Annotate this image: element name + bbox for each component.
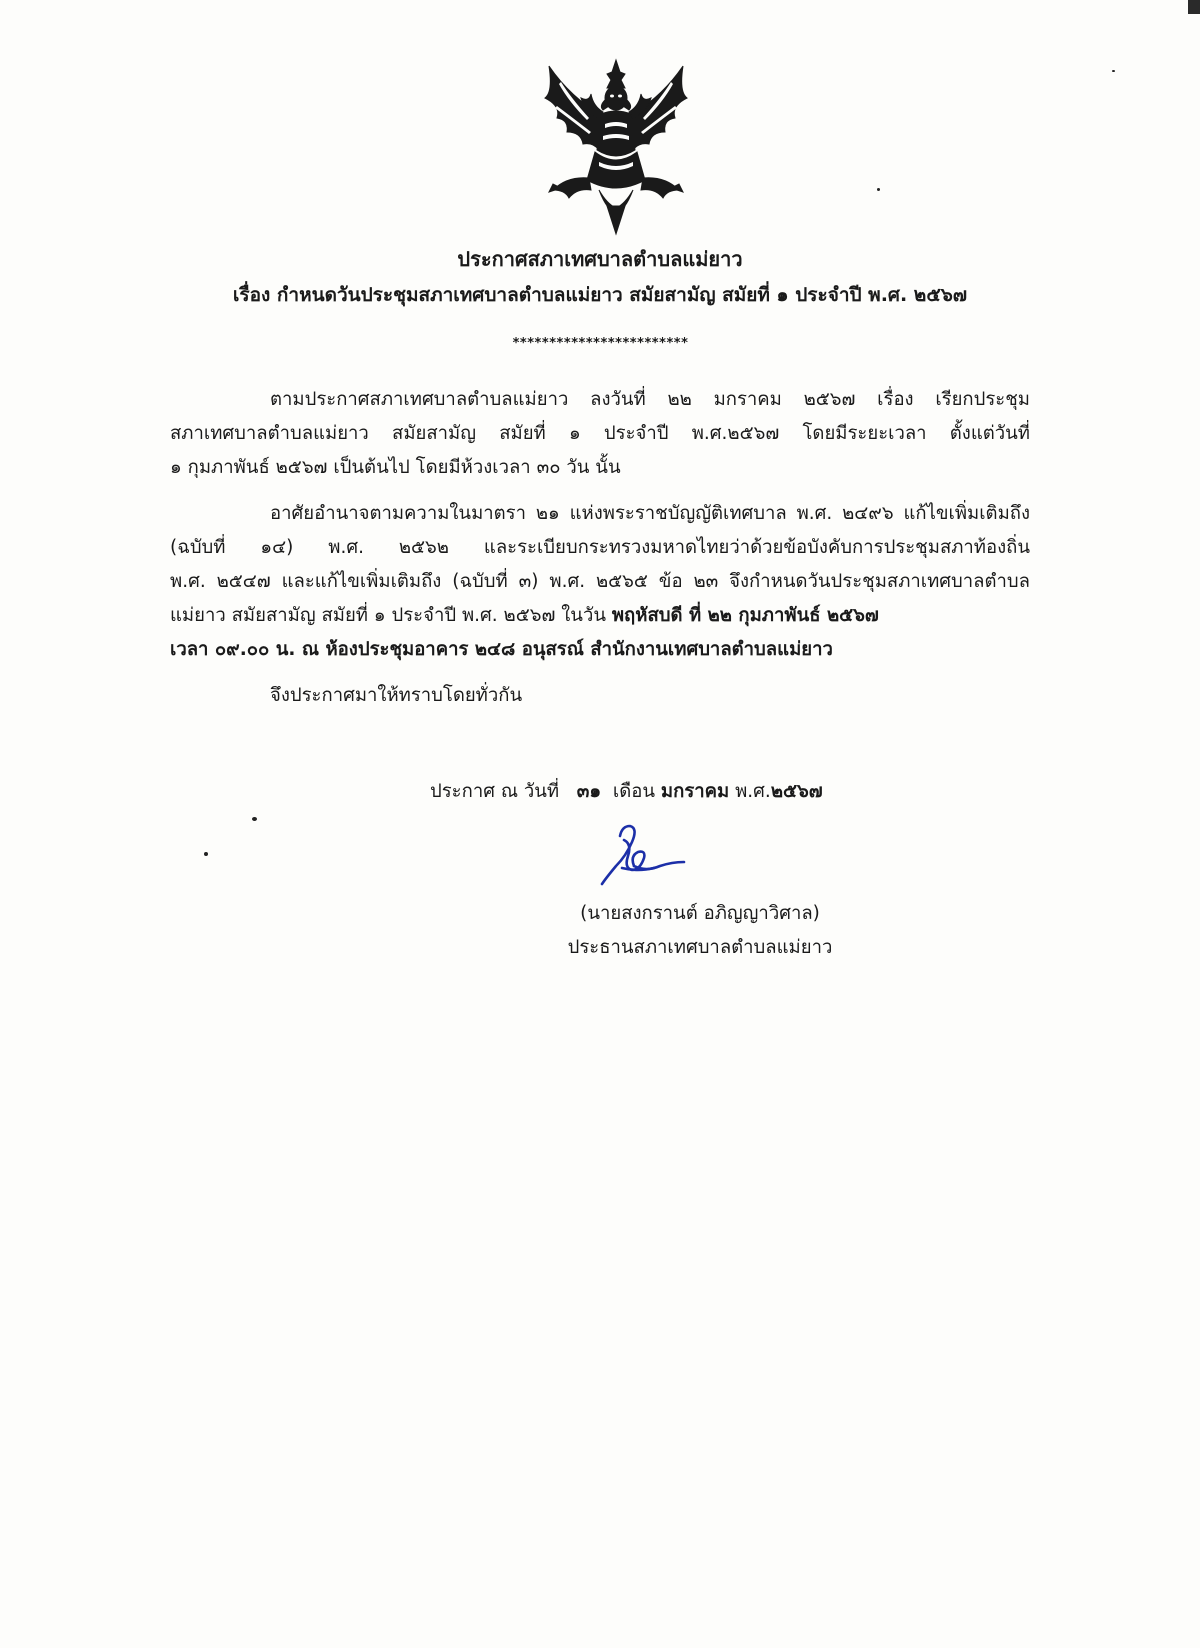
date-prefix: ประกาศ ณ วันที่ [430,781,560,802]
garuda-emblem-icon [541,58,691,236]
paragraph-2-line-1: อาศัยอำนาจตามความในมาตรา ๒๑ แห่งพระราชบัญญัติเทศบาล พ.ศ. ๒๔๙๖ แก้ไขเพิ่มเติมถึง [270,503,1030,524]
paragraph-2-line-2: (ฉบับที่ ๑๔) พ.ศ. ๒๕๖๒ และระเบียบกระทรวงมหาดไทยว่าด้วยข้อบังคับการประชุมสภาท้องถิ่น [170,537,1030,558]
meeting-date: พฤหัสบดี ที่ ๒๒ กุมภาพันธ์ ๒๕๖๗ [611,605,879,626]
announcement-title: ประกาศสภาเทศบาลตำบลแม่ยาว [457,247,743,271]
signer-name: (นายสงกรานต์ อภิญญาวิศาล) [580,903,820,924]
scan-speck [204,852,208,856]
date-year: ๒๕๖๗ [770,781,823,802]
scan-speck [1112,70,1115,72]
date-era: พ.ศ. [735,781,771,802]
signature-icon [598,822,688,888]
paragraph-1-line-2: สภาเทศบาลตำบลแม่ยาว สมัยสามัญ สมัยที่ ๑ ประจำปี พ.ศ.๒๕๖๗ โดยมีระยะเวลา ตั้งแต่วันที่ [170,423,1030,444]
date-month-label: เดือน [612,781,656,802]
paragraph-2-line-4 [170,602,879,630]
meeting-day-prefix: แม่ยาว สมัยสามัญ สมัยที่ ๑ ประจำปี พ.ศ. ๒๕๖๗ ในวัน [170,605,612,626]
date-month: มกราคม [660,781,730,802]
scan-speck [252,817,257,821]
scan-edge-mark [1188,0,1200,14]
paragraph-2-line-3: พ.ศ. ๒๕๔๗ และแก้ไขเพิ่มเติมถึง (ฉบับที่ ๓) พ.ศ. ๒๕๖๕ ข้อ ๒๓ จึงกำหนดวันประชุมสภาเทศบาลตำบล [170,571,1030,592]
scan-speck [877,188,880,191]
announcement-subject: เรื่อง กำหนดวันประชุมสภาเทศบาลตำบลแม่ยาว สมัยสามัญ สมัยที่ ๑ ประจำปี พ.ศ. ๒๕๖๗ [232,284,968,306]
signer-position: ประธานสภาเทศบาลตำบลแม่ยาว [567,937,833,958]
meeting-time-place: เวลา ๐๙.๐๐ น. ณ ห้องประชุมอาคาร ๒๔๘ อนุสรณ์ สำนักงานเทศบาลตำบลแม่ยาว [170,639,833,660]
paragraph-1-line-3: ๑ กุมภาพันธ์ ๒๕๖๗ เป็นต้นไป โดยมีห้วงเวลา ๓๐ วัน นั้น [170,457,621,478]
paragraph-1-line-1: ตามประกาศสภาเทศบาลตำบลแม่ยาว ลงวันที่ ๒๒ มกราคม ๒๕๖๗ เรื่อง เรียกประชุม [270,389,1030,410]
title-separator: ************************ [512,336,688,351]
closing-statement: จึงประกาศมาให้ทราบโดยทั่วกัน [270,685,523,706]
announcement-date [430,778,870,806]
date-day: ๓๑ [576,781,602,802]
